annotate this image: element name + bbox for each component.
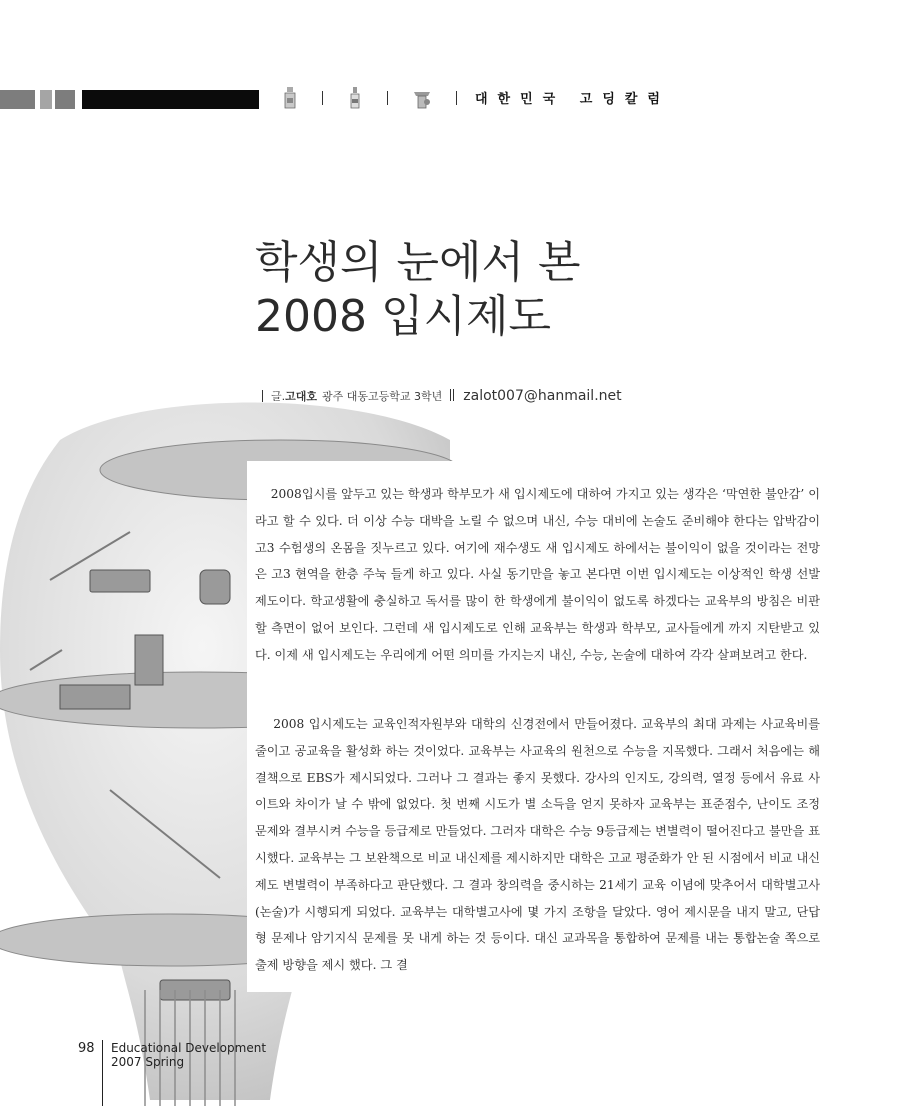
header-black-bar	[82, 90, 259, 109]
header-separator	[322, 91, 323, 105]
title-line: 학생의 눈에서 본	[255, 237, 581, 288]
article-title	[255, 236, 815, 344]
title-line: 2008 입시제도	[255, 291, 551, 342]
author-email: zalot007@hanmail.net	[463, 388, 622, 404]
publication-issue: 2007 Spring	[111, 1055, 185, 1069]
header-block	[40, 90, 52, 109]
author-affiliation: 광주 대동고등학교 3학년	[322, 390, 443, 403]
bottle-icon	[410, 86, 434, 110]
header-icons	[280, 84, 479, 112]
byline-prefix: 글.	[271, 390, 286, 403]
page-number: 98	[78, 1041, 95, 1056]
article-paragraph: 2008입시를 앞두고 있는 학생과 학부모가 새 입시제도에 대하여 가지고 있는 생각은 ‘막연한 불안감’ 이라고 할 수 있다. 더 이상 수능 대박을 노릴 수 없으며 내신, 수능 대비에 논술도 준비해야 한다는 압박감이 고3 수험생의 온몸을 짓누르고 있다. 여기에 재수생도 새 입시제도 하에서는 불이익이 없을 것이라는 전망은 고3 현역을 한층 주눅 들게 하고 있다. 사실 동기만을 놓고 본다면 이번 입시제도는 이상적인 학생 선발 제도이다. 학교생활에 충실하고 독서를 많이 한 학생에게 불이익이 없도록 하겠다는 교육부의 방침은 비판할 측면이 없어 보인다. 그런데 새 입시제도로 인해 교육부는 학생과 학부모, 교사들에게 까지 지탄받고 있다. 이제 새 입시제도는 우리에게 어떤 의미를 가지는지 내신, 수능, 논술에 대하여 각각 살펴보려고 한다.	[255, 487, 821, 662]
article-body	[247, 461, 841, 992]
footer-rule	[102, 1040, 103, 1106]
header-separator	[456, 91, 457, 105]
author-name: 고대호	[285, 390, 318, 403]
footer-publication	[111, 1041, 266, 1069]
header-block	[55, 90, 75, 109]
header-block	[0, 90, 35, 109]
header-separator	[387, 91, 388, 105]
article-paragraph: 2008 입시제도는 교육인적자원부와 대학의 신경전에서 만들어졌다. 교육부의 최대 과제는 사교육비를 줄이고 공교육을 활성화 하는 것이었다. 교육부는 사교육의 원천으로 수능을 지목했다. 그래서 처음에는 해결책으로 EBS가 제시되었다. 그러나 그 결과는 좋지 못했다. 강사의 인지도, 강의력, 열정 등에서 유료 사이트와 차이가 날 수 밖에 없었다. 첫 번째 시도가 별 소득을 얻지 못하자 교육부는 표준점수, 난이도 조정 문제와 결부시켜 수능을 등급제로 만들었다. 그러자 대학은 수능 9등급제는 변별력이 떨어진다고 불만을 표시했다. 교육부는 그 보완책으로 비교 내신제를 제시하지만 대학은 고교 평준화가 안 된 시점에서 비교 내신제도 변별력이 부족하다고 판단했다. 그 결과 창의력을 중시하는 21세기 교육 이념에 맞추어서 대학별고사(논술)가 시행되게 되었다. 교육부는 대학별고사에 몇 가지 조항을 달았다. 영어 제시문을 내지 말고, 단답형 문제나 암기지식 문제를 못 내게 하는 것 등이다. 대신 교과목을 통합하여 문제를 내는 통합논술 쪽으로 출제 방향을 제시 했다. 그 결	[255, 717, 821, 973]
bottle-icon	[345, 86, 365, 110]
section-title: 대한민국 고딩칼럼	[475, 92, 670, 107]
bottle-icon	[280, 86, 300, 110]
publication-name: Educational Development	[111, 1041, 267, 1055]
